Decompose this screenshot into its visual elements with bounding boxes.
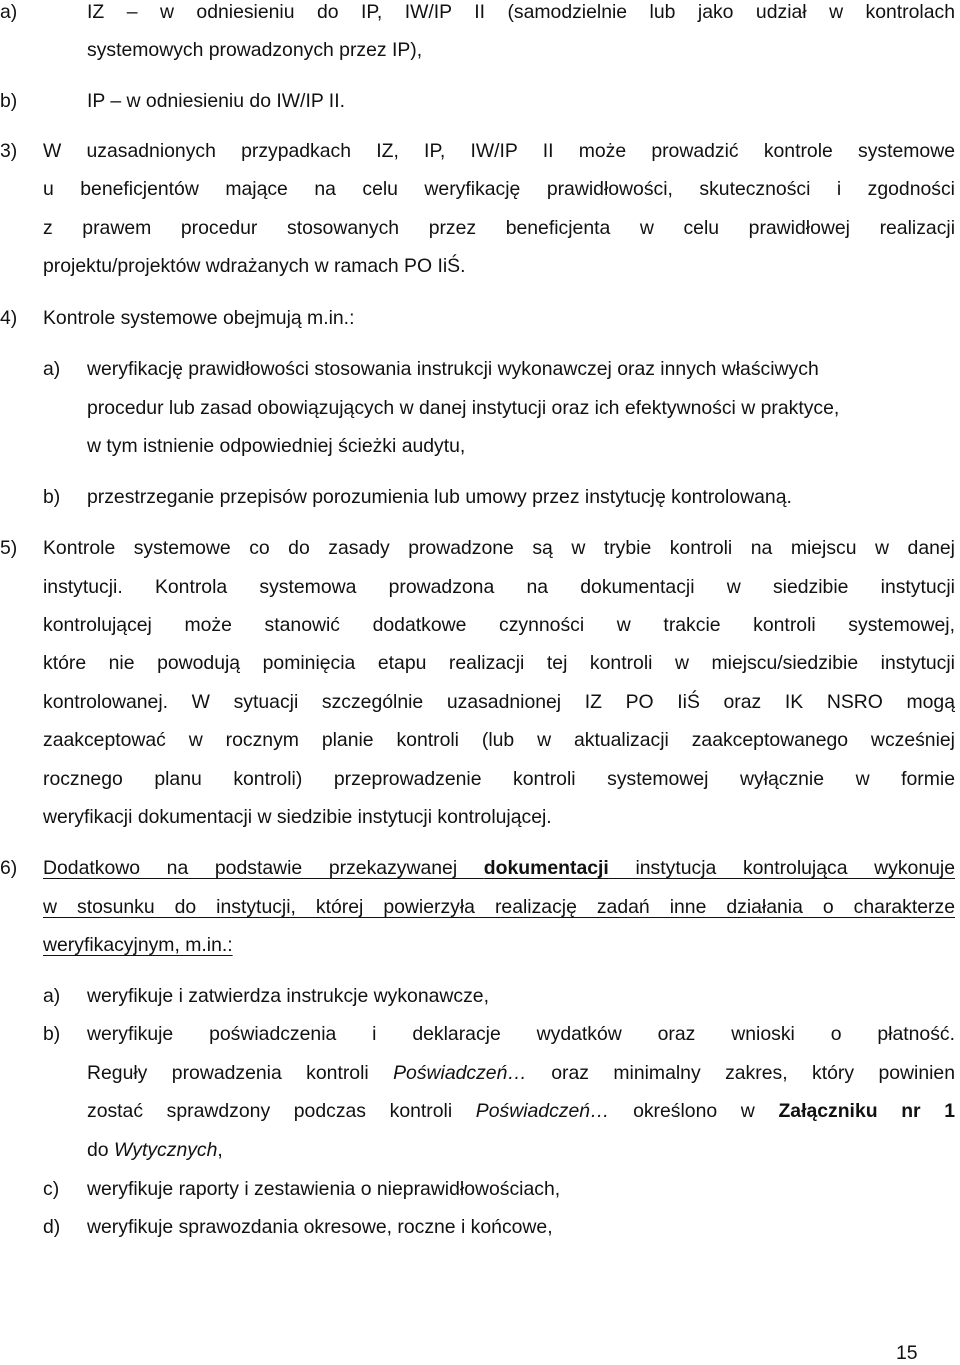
text-run: określono w [633, 1100, 779, 1122]
paragraph-line: z prawem procedur stosowanych przez beneficjenta w celu prawidłowej realizacji [43, 217, 955, 239]
paragraph-line: przestrzeganie przepisów porozumienia lub umowy przez instytucję kontrolowaną. [87, 486, 792, 508]
list-marker: 3) [0, 140, 18, 162]
paragraph-line: kontrolującej może stanowić dodatkowe czynności w trakcie kontroli systemowej, [43, 614, 955, 636]
paragraph-line: weryfikuje raporty i zestawienia o nieprawidłowościach, [87, 1178, 561, 1200]
text-run: Dodatkowo na podstawie przekazywanej [43, 857, 484, 879]
text-run: do [87, 1139, 114, 1161]
text-run: , [217, 1139, 223, 1161]
paragraph-line: weryfikuje poświadczenia i deklaracje wydatków oraz wnioski o płatność. [87, 1023, 955, 1045]
paragraph-line: u beneficjentów mające na celu weryfikację prawidłowości, skuteczności i zgodności [43, 178, 955, 200]
list-marker: b) [43, 486, 61, 508]
list-marker: d) [43, 1216, 61, 1238]
paragraph-line: Kontrole systemowe co do zasady prowadzone są w trybie kontroli na miejscu w danej [43, 537, 955, 559]
list-marker: a) [0, 1, 18, 23]
paragraph-line [43, 856, 955, 880]
paragraph-line: systemowych prowadzonych przez IP), [87, 39, 423, 61]
paragraph-line: IZ – w odniesieniu do IP, IW/IP II (samodzielnie lub jako udział w kontrolach [87, 1, 955, 23]
paragraph-line: które nie powodują pominięcia etapu realizacji tej kontroli w miejscu/siedzibie instytucji [43, 652, 955, 674]
paragraph-line: Kontrole systemowe obejmują m.in.: [43, 307, 355, 329]
paragraph-line: rocznego planu kontroli) przeprowadzenie kontroli systemowej wyłącznie w formie [43, 768, 955, 790]
paragraph-line: projektu/projektów wdrażanych w ramach PO IiŚ. [43, 255, 466, 277]
paragraph-line: kontrolowanej. W sytuacji szczególnie uzasadnionej IZ PO IiŚ oraz IK NSRO mogą [43, 691, 955, 713]
italic-text-run: Poświadczeń… [393, 1062, 527, 1084]
list-marker: a) [43, 358, 61, 380]
paragraph-line: instytucji. Kontrola systemowa prowadzona na dokumentacji w siedzibie instytucji [43, 576, 955, 598]
text-run: oraz minimalny zakres, który powinien [551, 1062, 956, 1084]
paragraph-line [87, 1099, 955, 1123]
paragraph-line: weryfikacyjnym, m.in.: [43, 934, 233, 956]
list-marker: b) [0, 90, 18, 112]
paragraph-line: IP – w odniesieniu do IW/IP II. [87, 90, 345, 112]
bold-text-run: dokumentacji [483, 857, 609, 879]
list-marker: a) [43, 985, 61, 1007]
paragraph-line: W uzasadnionych przypadkach IZ, IP, IW/IP II może prowadzić kontrole systemowe [43, 140, 955, 162]
list-marker: c) [43, 1178, 60, 1200]
list-marker: 5) [0, 537, 18, 559]
paragraph-line: procedur lub zasad obowiązujących w danej instytucji oraz ich efektywności w praktyce, [87, 397, 840, 419]
page-number: 15 [896, 1342, 918, 1364]
list-marker: 6) [0, 857, 18, 879]
text-run: Reguły prowadzenia kontroli [87, 1062, 394, 1084]
text-run: zostać sprawdzony podczas kontroli [87, 1100, 476, 1122]
italic-text-run: Wytycznych [113, 1139, 218, 1161]
paragraph-line: weryfikację prawidłowości stosowania instrukcji wykonawczej oraz innych właściwych [87, 358, 819, 380]
bold-text-run: Załączniku nr 1 [778, 1100, 956, 1122]
paragraph-line [87, 1061, 955, 1085]
list-marker: b) [43, 1023, 61, 1045]
italic-text-run: Poświadczeń… [475, 1100, 610, 1122]
paragraph-line: weryfikacji dokumentacji w siedzibie instytucji kontrolującej. [43, 806, 552, 828]
text-run: instytucja kontrolująca wykonuje [608, 857, 955, 879]
paragraph-line: weryfikuje sprawozdania okresowe, roczne i końcowe, [87, 1216, 553, 1238]
paragraph-line: weryfikuje i zatwierdza instrukcje wykonawcze, [87, 985, 489, 1007]
paragraph-line [87, 1138, 223, 1162]
paragraph-line: w stosunku do instytucji, której powierzyła realizację zadań inne działania o charakterze [43, 896, 955, 918]
list-marker: 4) [0, 307, 18, 329]
paragraph-line: zaakceptować w rocznym planie kontroli (lub w aktualizacji zaakceptowanego wcześniej [43, 729, 955, 751]
paragraph-line: w tym istnienie odpowiedniej ścieżki audytu, [87, 435, 466, 457]
